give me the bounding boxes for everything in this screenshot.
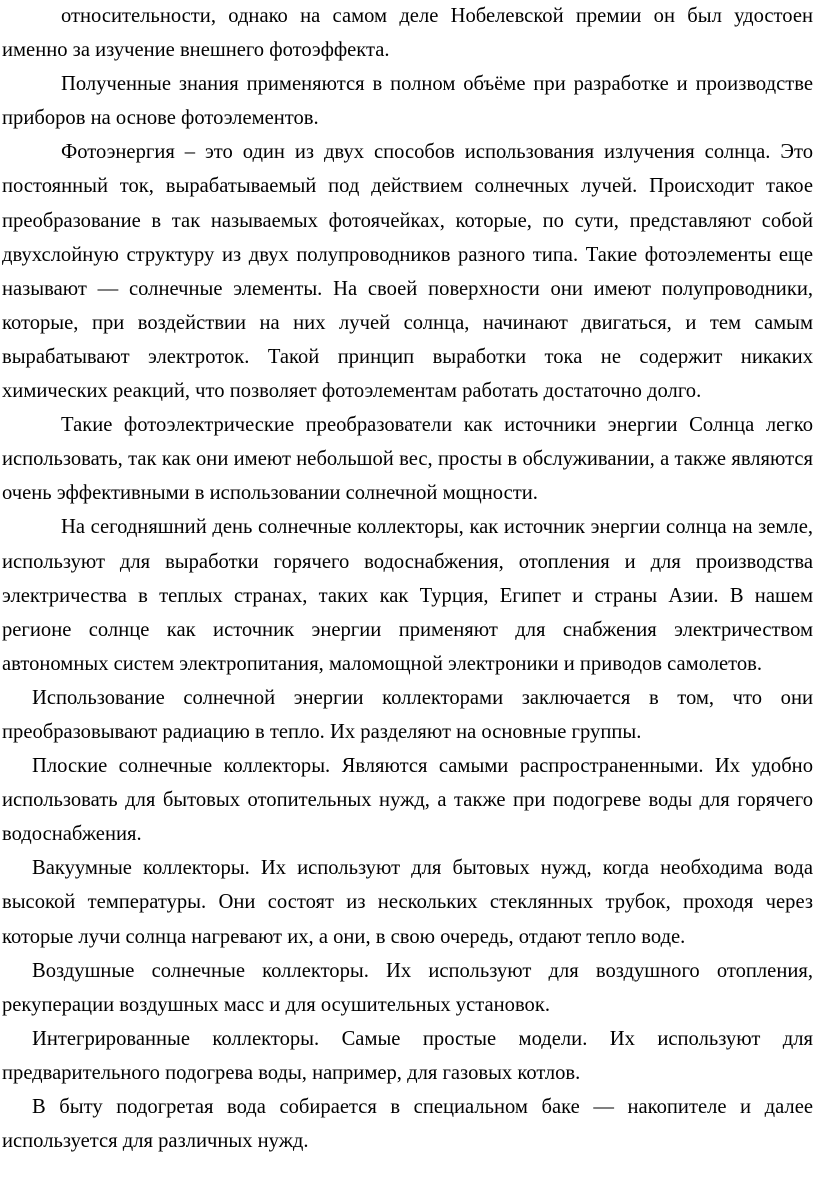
paragraph-air-collectors: Воздушные солнечные коллекторы. Их используют для воздушного отопления, рекуперации воздушных масс и для осушительных установок. xyxy=(2,959,813,1016)
paragraph-flat-collectors: Плоские солнечные коллекторы. Являются самыми распространенными. Их удобно использовать для бытовых отопительных нужд, а также при подогреве воды для горячего водоснабжения. xyxy=(2,755,813,846)
document-page xyxy=(2,0,813,1158)
paragraph-heated-water-storage: В быту подогретая вода собирается в специальном баке — накопителе и далее используется для различных нужд. xyxy=(2,1096,813,1153)
paragraph-photoelectric-converters: Такие фотоэлектрические преобразователи как источники энергии Солнца легко использовать, так как они имеют небольшой вес, просты в обслуживании, а также являются очень эффективными в использовании солнечной мощности. xyxy=(2,414,813,505)
paragraph-relativity-photoeffect: относительности, однако на самом деле Нобелевской премии он был удостоен именно за изучение внешнего фотоэффекта. xyxy=(2,5,813,62)
paragraph-integrated-collectors: Интегрированные коллекторы. Самые простые модели. Их используют для предварительного подогрева воды, например, для газовых котлов. xyxy=(2,1027,813,1084)
paragraph-knowledge-application: Полученные знания применяются в полном объёме при разработке и производстве приборов на основе фотоэлементов. xyxy=(2,73,813,130)
paragraph-photoenergy: Фотоэнергия – это один из двух способов использования излучения солнца. Это постоянный ток, вырабатываемый под действием солнечных лучей. Происходит такое преобразование в так называемых фотоячейках, которые, по сути, представляют собой двухслойную структуру из двух полупроводников разного типа. Такие фотоэлементы еще называют — солнечные элементы. На своей поверхности они имеют полупроводники, которые, при воздействии на них лучей солнца, начинают двигаться, и тем самым вырабатывают электроток. Такой принцип выработки тока не содержит никаких химических реакций, что позволяет фотоэлементам работать достаточно долго. xyxy=(2,141,813,403)
paragraph-collector-usage: Использование солнечной энергии коллекторами заключается в том, что они преобразовывают радиацию в тепло. Их разделяют на основные группы. xyxy=(2,686,813,743)
paragraph-vacuum-collectors: Вакуумные коллекторы. Их используют для бытовых нужд, когда необходима вода высокой температуры. Они состоят из нескольких стеклянных трубок, проходя через которые лучи солнца нагревают их, а они, в свою очередь, отдают тепло воде. xyxy=(2,857,813,948)
paragraph-solar-collectors-today: На сегодняшний день солнечные коллекторы, как источник энергии солнца на земле, используют для выработки горячего водоснабжения, отопления и для производства электричества в теплых странах, таких как Турция, Египет и страны Азии. В нашем регионе солнце как источник энергии применяют для снабжения электричеством автономных систем электропитания, маломощной электроники и приводов самолетов. xyxy=(2,516,813,675)
